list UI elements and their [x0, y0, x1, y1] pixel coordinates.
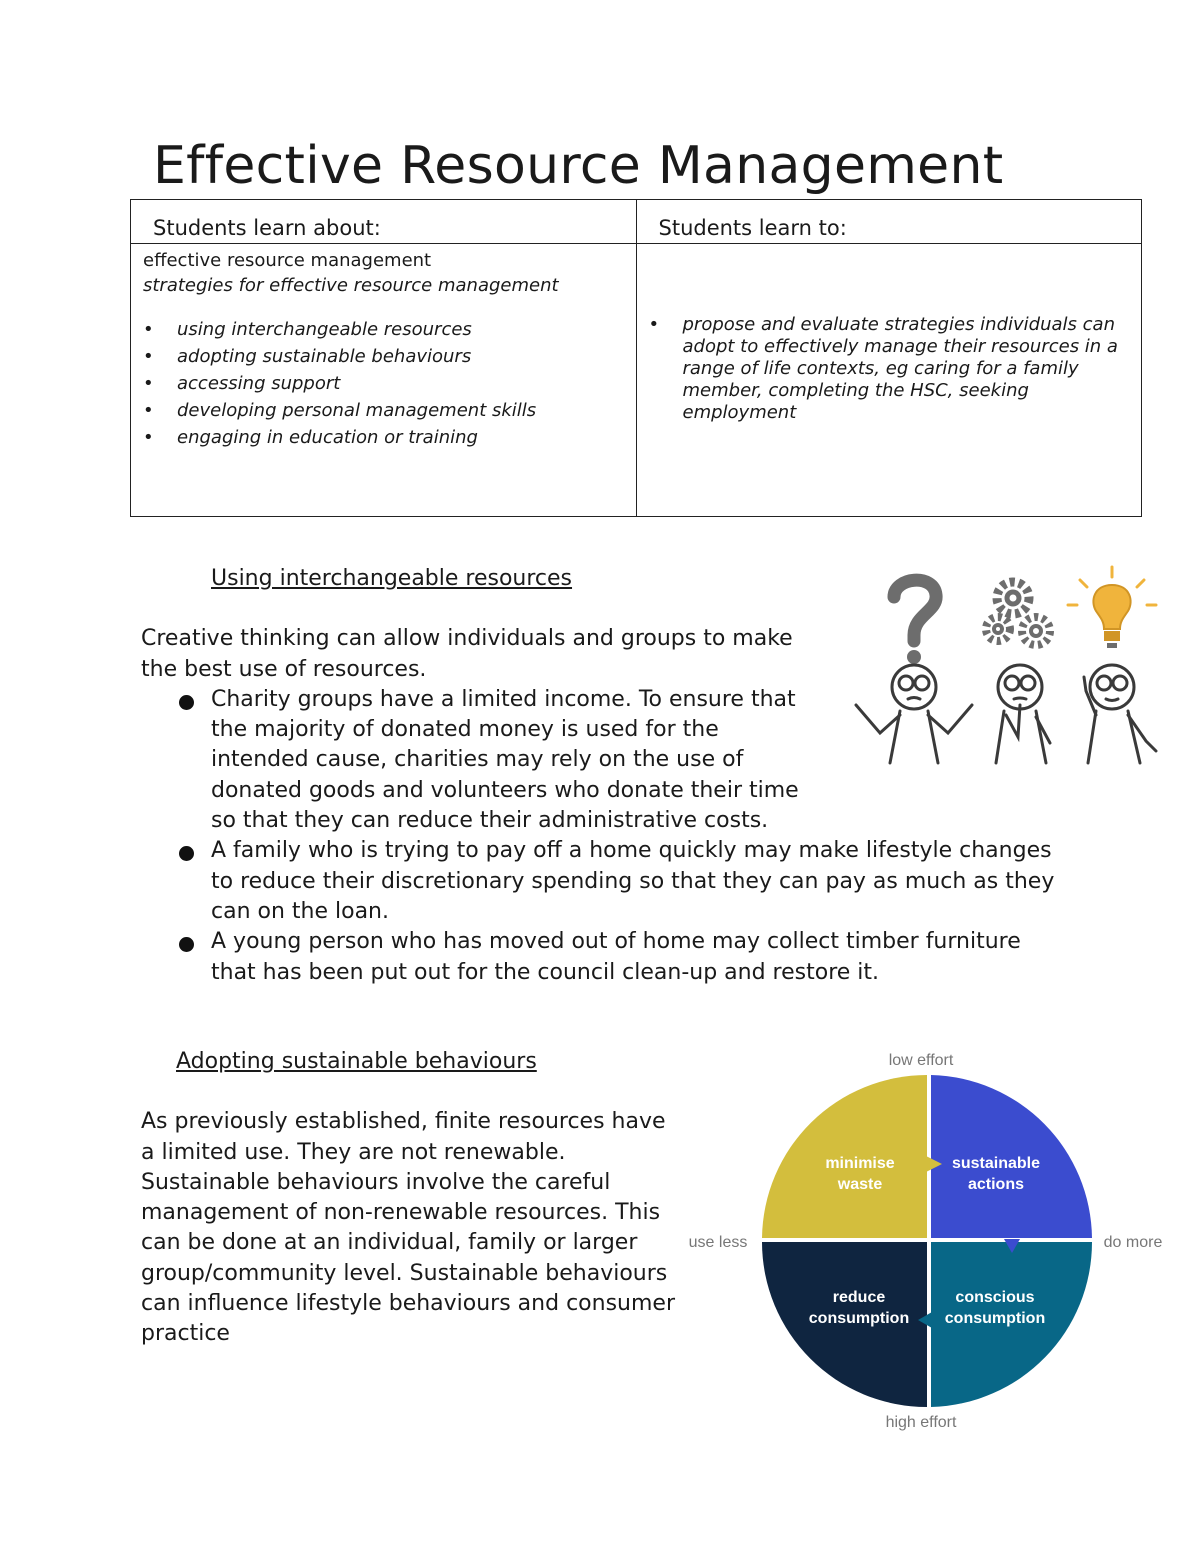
section-heading: Adopting sustainable behaviours: [176, 1049, 537, 1074]
section-heading: Using interchangeable resources: [211, 566, 573, 591]
table-header-row: [131, 200, 1142, 244]
lightbulb-icon: [1068, 567, 1156, 648]
header-learn-about: Students learn about:: [131, 200, 637, 244]
learn-to-cell: [636, 244, 1142, 517]
axis-label-top: low effort: [888, 1052, 954, 1069]
list-item: • developing personal management skills: [143, 397, 636, 424]
cell-subheading: strategies for effective resource management: [143, 275, 559, 296]
axis-label-bottom: high effort: [885, 1414, 957, 1431]
bullet-icon: [179, 695, 194, 710]
sustainable-behaviour-quadrant-chart: [670, 1040, 1190, 1440]
axis-label-right: do more: [1103, 1234, 1163, 1251]
list-item: Charity groups have a limited income. To ensure that the majority of donated money is used for the intended cause, charities may rely on the use of donated goods and volunteers who donate their time so that they can reduce their administrative costs.: [141, 685, 811, 836]
quadrant-label: minimise: [825, 1155, 895, 1172]
list-item: A family who is trying to pay off a home quickly may make lifestyle changes to reduce their discretionary spending so that they can pay as much as they can on the loan.: [141, 836, 1061, 927]
learn-about-cell: [131, 244, 637, 517]
header-learn-to: Students learn to:: [636, 200, 1142, 244]
section-sustainable-behaviours: [141, 1047, 681, 1350]
page-title: Effective Resource Management: [153, 136, 1004, 196]
figure-right: [1084, 665, 1156, 763]
question-mark-icon: [894, 580, 936, 664]
quadrant-label: sustainable: [951, 1155, 1041, 1172]
list-item: • propose and evaluate strategies individuals can adopt to effectively manage their resources in a range of life contexts, eg caring for a family member, completing the HSC, seeking employment: [649, 314, 1132, 424]
gears-icon: [986, 582, 1050, 645]
quadrant-label: reduce: [832, 1289, 886, 1306]
thinking-figures-illustration: [850, 565, 1170, 770]
figure-left: [856, 665, 972, 763]
list-item: • using interchangeable resources: [143, 316, 636, 343]
quadrant-label: consumption: [944, 1310, 1046, 1327]
quadrant-label: consumption: [808, 1310, 910, 1327]
table-row: [131, 244, 1142, 517]
list-item: • adopting sustainable behaviours: [143, 343, 636, 370]
quadrant-label: waste: [837, 1176, 883, 1193]
cell-heading: effective resource management: [143, 250, 432, 271]
quadrant-label: conscious: [955, 1289, 1035, 1306]
bullet-icon: [179, 937, 194, 952]
list-item: • engaging in education or training: [143, 424, 636, 451]
learn-about-list: [143, 316, 636, 451]
bullet-icon: [179, 846, 194, 861]
axis-label-left: use less: [688, 1234, 748, 1251]
list-item: A young person who has moved out of home may collect timber furniture that has been put out for the council clean-up and restore it.: [141, 927, 1061, 988]
list-item: • accessing support: [143, 370, 636, 397]
quadrant-label: actions: [967, 1176, 1025, 1193]
figure-middle: [996, 665, 1050, 763]
section-intro: Creative thinking can allow individuals and groups to make the best use of resources.: [141, 626, 793, 682]
syllabus-outcomes-table: [130, 199, 1142, 517]
section-body: As previously established, finite resources have a limited use. They are not renewable. Sustainable behaviours involve the careful management of non-renewable resources. This can be done at an individual, family or larger group/community level. Sustainable behaviours can influence lifestyle behaviours and consumer practice: [141, 1109, 675, 1347]
